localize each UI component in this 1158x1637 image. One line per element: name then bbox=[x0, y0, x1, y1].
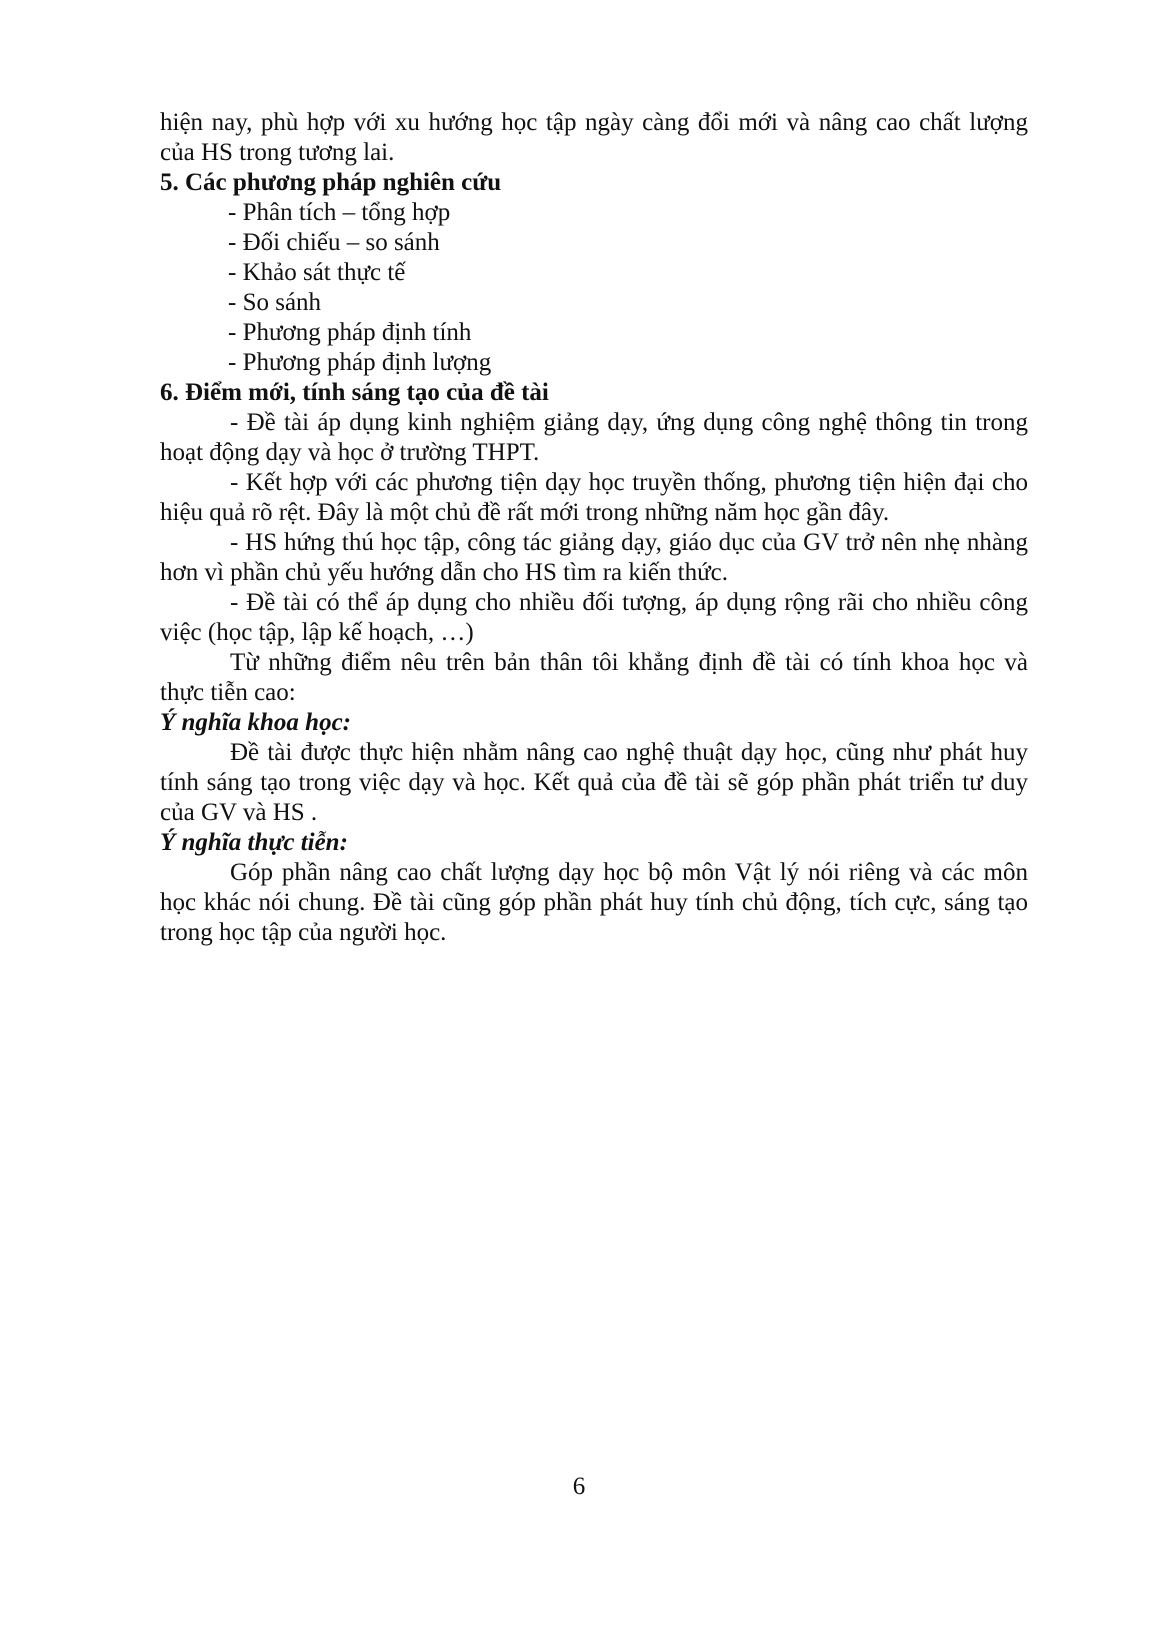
list-item: - Phương pháp định lượng bbox=[228, 349, 492, 376]
page-number: 6 bbox=[572, 1473, 586, 1500]
list-item: - Khảo sát thực tế bbox=[228, 259, 406, 286]
list-item: - Phân tích – tổng hợp bbox=[228, 199, 451, 226]
section-6-paragraph: - Đề tài có thể áp dụng cho nhiều đối tượng, áp dụng rộng rãi cho nhiều công việc (học tập, lập kế hoạch, …) bbox=[160, 589, 1028, 646]
list-item: - So sánh bbox=[228, 289, 322, 316]
section-6-heading: 6. Điểm mới, tính sáng tạo của đề tài bbox=[160, 379, 549, 406]
document-body bbox=[160, 108, 1028, 948]
list-item: - Đối chiếu – so sánh bbox=[228, 229, 440, 256]
scientific-significance-heading: Ý nghĩa khoa học: bbox=[160, 709, 352, 736]
research-methods-list bbox=[160, 198, 1028, 378]
section-6-paragraph: - Đề tài áp dụng kinh nghiệm giảng dạy, ứng dụng công nghệ thông tin trong hoạt động dạy và học ở trường THPT. bbox=[160, 409, 1028, 466]
intro-paragraph: hiện nay, phù hợp với xu hướng học tập ngày càng đổi mới và nâng cao chất lượng của HS trong tương lai. bbox=[160, 109, 1028, 166]
section-6-paragraph: - Kết hợp với các phương tiện dạy học truyền thống, phương tiện hiện đại cho hiệu quả rõ rệt. Đây là một chủ đề rất mới trong những năm học gần đây. bbox=[160, 469, 1028, 526]
practical-significance-paragraph: Góp phần nâng cao chất lượng dạy học bộ môn Vật lý nói riêng và các môn học khác nói chung. Đề tài cũng góp phần phát huy tính chủ động, tích cực, sáng tạo trong học tập của người học. bbox=[160, 859, 1028, 946]
scientific-significance-paragraph: Đề tài được thực hiện nhằm nâng cao nghệ thuật dạy học, cũng như phát huy tính sáng tạo trong việc dạy và học. Kết quả của đề tài sẽ góp phần phát triển tư duy của GV và HS . bbox=[160, 739, 1028, 826]
section-6-paragraph: Từ những điểm nêu trên bản thân tôi khẳng định đề tài có tính khoa học và thực tiễn cao: bbox=[160, 649, 1028, 706]
practical-significance-heading: Ý nghĩa thực tiễn: bbox=[160, 829, 348, 856]
section-6-paragraph: - HS hứng thú học tập, công tác giảng dạy, giáo dục của GV trở nên nhẹ nhàng hơn vì phần chủ yếu hướng dẫn cho HS tìm ra kiến thức. bbox=[160, 529, 1028, 586]
list-item: - Phương pháp định tính bbox=[228, 319, 472, 346]
section-5-heading: 5. Các phương pháp nghiên cứu bbox=[160, 169, 502, 196]
